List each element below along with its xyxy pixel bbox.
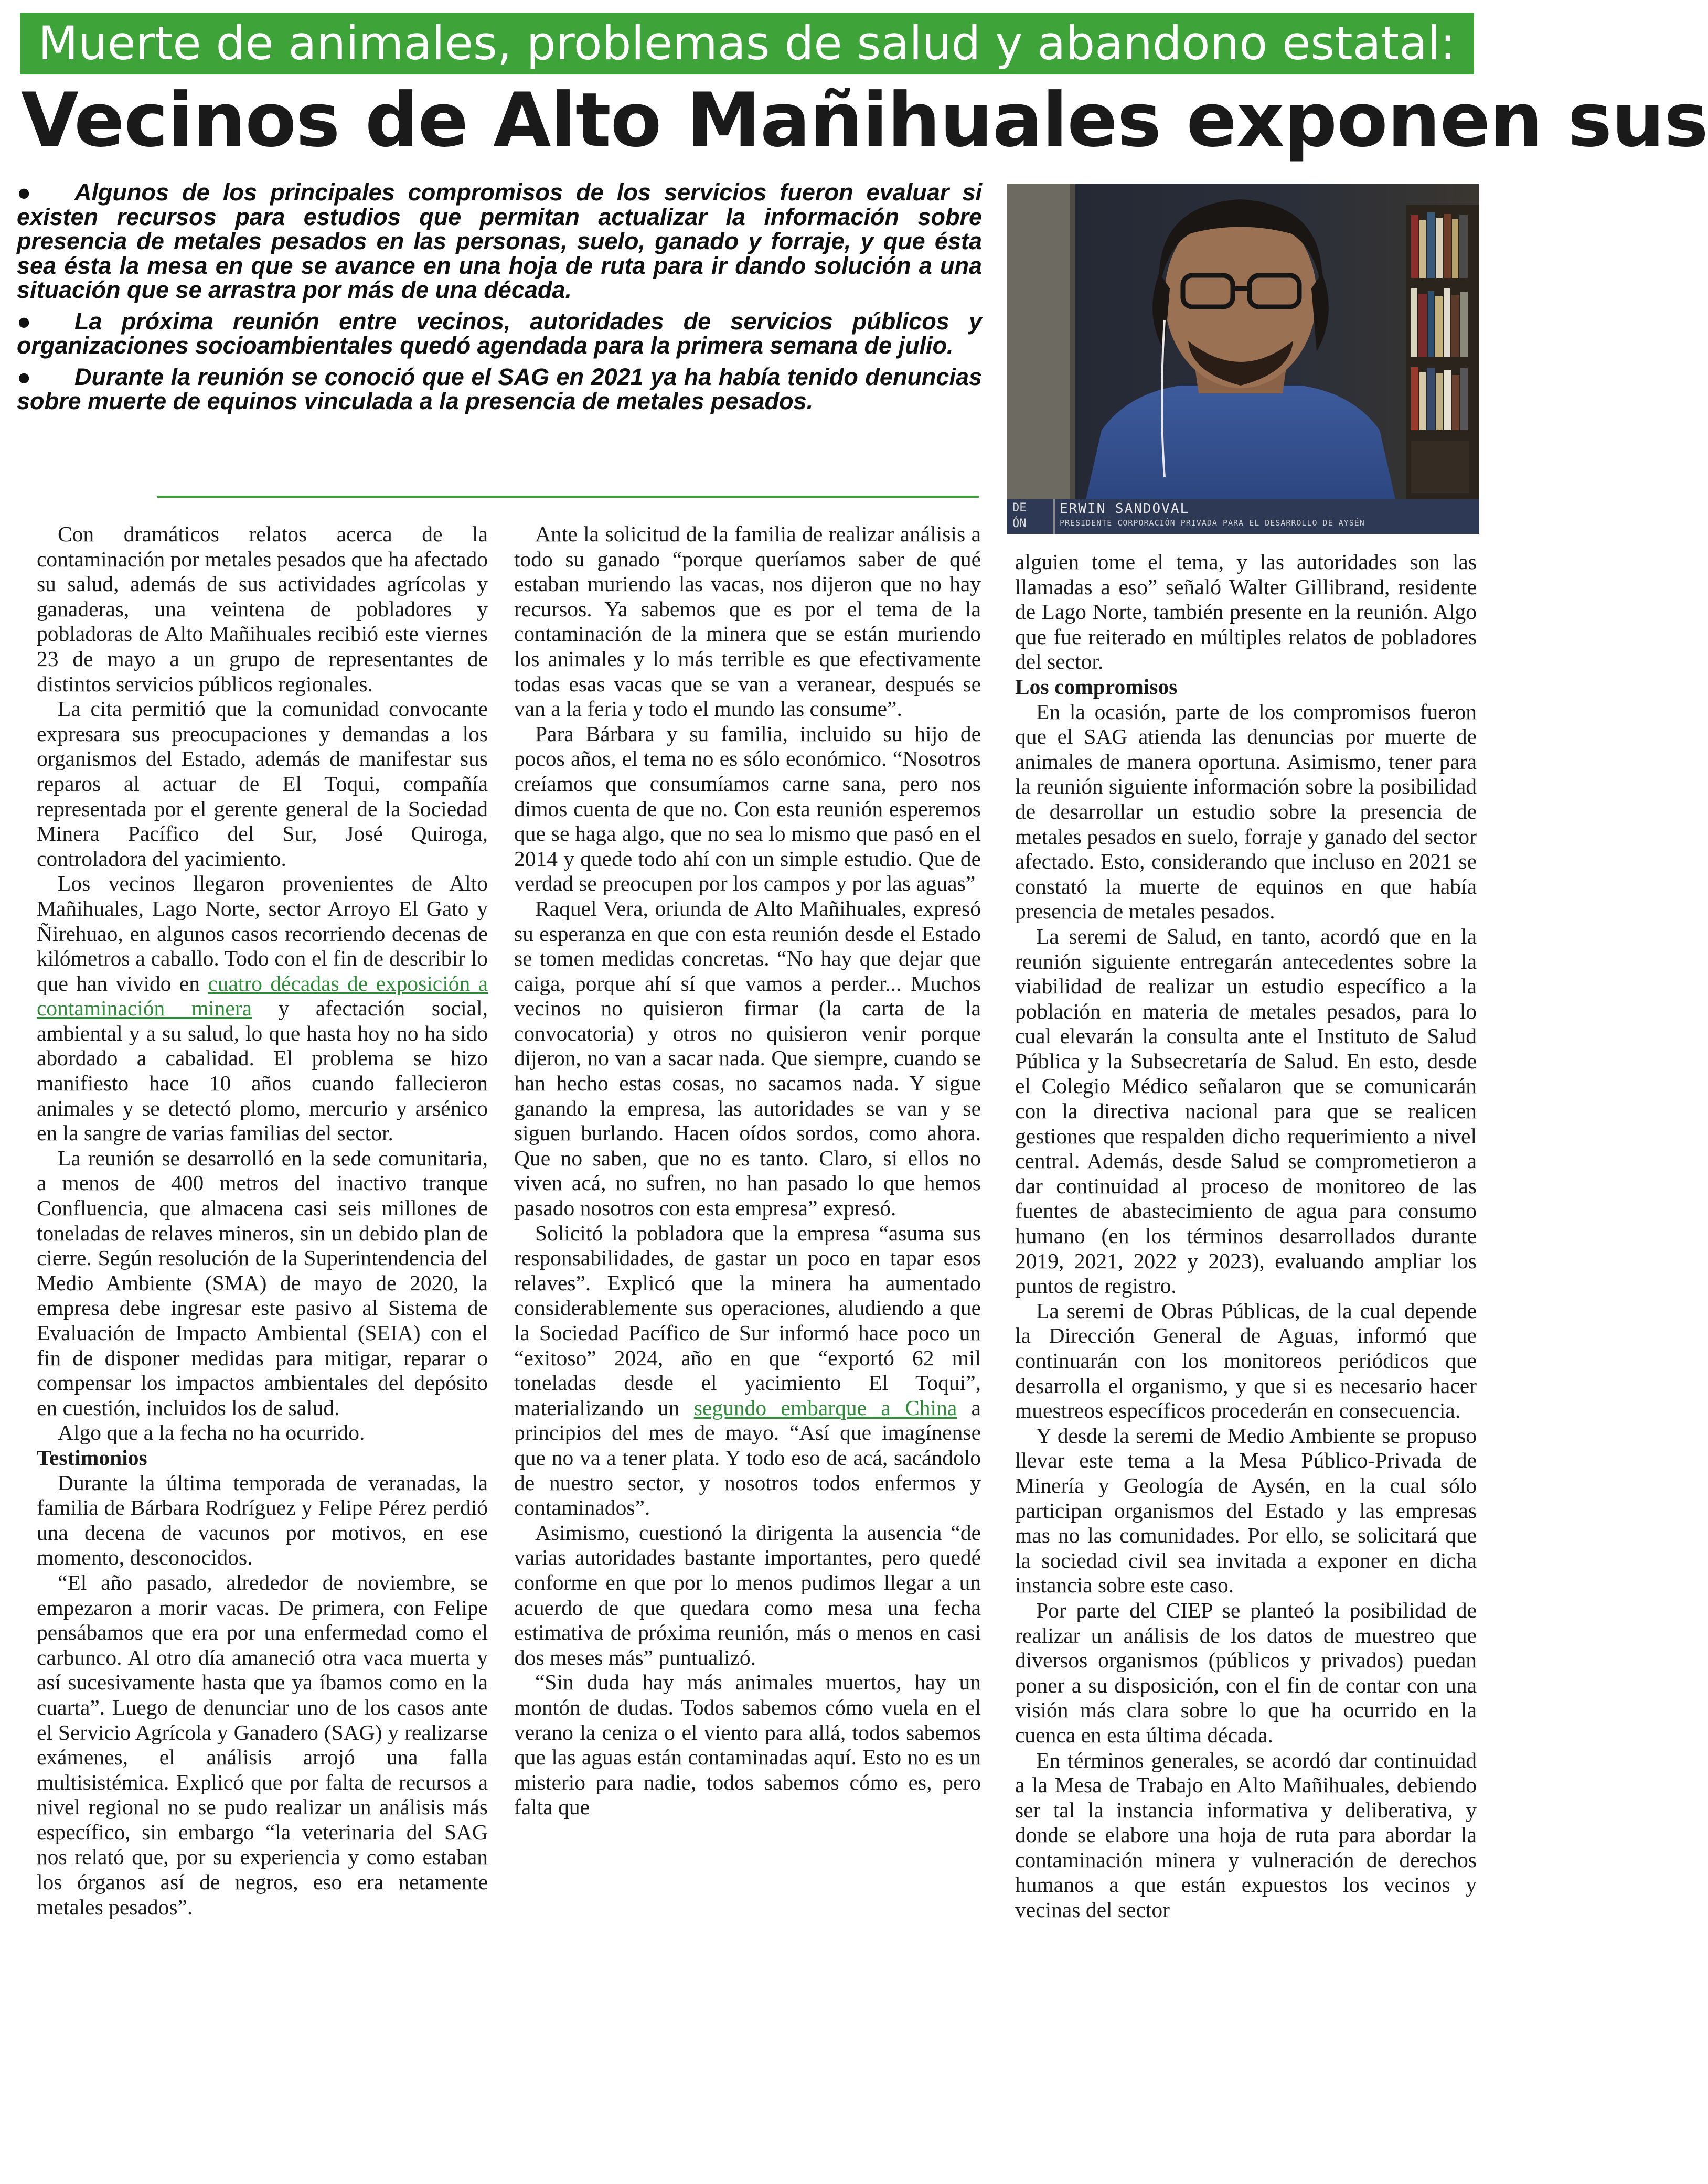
body-column-1 [37, 522, 488, 1920]
lead-bullets [17, 180, 982, 421]
kicker-text: Muerte de animales, problemas de salud y abandono estatal: [38, 16, 1456, 70]
bullet-dot-icon: ● [17, 307, 31, 335]
paragraph: Durante la última temporada de veranadas, la familia de Bárbara Rodríguez y Felipe Pérez perdió una decena de vacunos por motivos, en ese momento, desconocidos. [37, 1470, 488, 1570]
headline: Vecinos de Alto Mañihuales exponen sus [21, 77, 1708, 164]
paragraph: Asimismo, cuestionó la dirigenta la ausencia “de varias autoridades bastante importantes, pero quedé conforme en que por lo menos pudimos llegar a un acuerdo de que quedara como mesa una fecha estimativa de próxima reunión, más o menos en casi dos meses más” puntualizó. [514, 1520, 981, 1669]
bullet-dot-icon: ● [17, 179, 31, 206]
paragraph: La seremi de Obras Públicas, de la cual depende la Dirección General de Aguas, informó que continuarán con los monitoreos periódicos que desarrolla el organismo, y que si es necesario hacer muestreos específicos procederán en consecuencia. [1015, 1298, 1477, 1423]
paragraph: Raquel Vera, oriunda de Alto Mañihuales, expresó su esperanza en que con esta reunión desde el Estado se tomen medidas concretas. “No hay que dejar que caiga, porque ahí sí que vamos a perder... Muchos vecinos no quisieron firmar (la carta de la convocatoria) y otros no quisieron venir porque dijeron, no van a sacar nada. Que siempre, cuando se han hecho estas cosas, no sacamos nada. Y sigue ganando la empresa, las autoridades se van y se siguen burlando. Hacen oídos sordos, como ahora. Que no saben, que no es tanto. Claro, si ellos no viven acá, no sufren, no han pasado lo que hemos pasado nosotros con esta empresa” expresó. [514, 896, 981, 1221]
paragraph [514, 1221, 981, 1521]
section-subhead: Testimonios [37, 1445, 147, 1470]
interview-photo [1007, 184, 1479, 534]
paragraph: Ante la solicitud de la familia de realizar análisis a todo su ganado “porque queríamos saber de qué estaban muriendo las vacas, nos dijeron que no hay recursos. Ya sabemos que es por el tema de la contaminación de la minera que se están muriendo los animales y lo más terrible es que efectivamente todas esas vacas que se van a veranear, después se van a la feria y todo el mundo las consume”. [514, 522, 981, 721]
paragraph-text: Los vecinos llegaron provenientes de Alto Mañihuales, Lago Norte, sector Arroyo El Gato y Ñirehuao, en algunos casos recorriendo decenas de kilómetros a caballo. Todo con el fin de describir lo que han vivido en [37, 871, 488, 995]
paragraph: La seremi de Salud, en tanto, acordó que en la reunión siguiente entregarán antecedentes sobre la viabilidad de realizar un estudio específico a la población en materia de metales pesados, para lo cual elevarán la consulta ante el Instituto de Salud Pública y la Subsecretaría de Salud. En esto, desde el Colegio Médico señalaron que se comunicarán con la directiva nacional para que se realicen gestiones que respalden dicho requerimiento a nivel central. Además, desde Salud se comprometieron a dar continuidad al proceso de monitoreo de las fuentes de abastecimiento de agua para consumo humano (en los términos desarrollados durante 2019, 2021, 2022 y 2023), evaluando ampliar los puntos de registro. [1015, 924, 1477, 1298]
bookshelf [1406, 205, 1479, 499]
body-column-2 [514, 522, 981, 1820]
paragraph [37, 871, 488, 1146]
paragraph-text: Solicitó la pobladora que la empresa “asuma sus responsabilidades, de gastar un poco en tapar esos relaves”. Explicó que la minera ha aumentado considerablemente sus operaciones, aludiendo a que la Sociedad Pacífico de Sur informó hace poco un “exitoso” 2024, año en que “exportó 62 mil toneladas desde el yacimiento El Toqui”, materializando un [514, 1221, 981, 1420]
exposure-link[interactable]: cuatro décadas de exposición a contaminación minera [37, 971, 488, 1021]
bullet-dot-icon: ● [17, 363, 31, 390]
caption-left-fragment: DE ÓN [1012, 501, 1027, 530]
bullet-text: La próxima reunión entre vecinos, autoridades de servicios públicos y organizaciones socioambientales quedó agendada para la primera semana de julio. [17, 307, 982, 359]
paragraph-text: y afectación social, ambiental y a su salud, lo que hasta hoy no ha sido abordado a cabalidad. El problema se hizo manifiesto hace 10 años cuando fallecieron animales y se detectó plomo, mercurio y arsénico en la sangre de varias familias del sector. [37, 996, 488, 1145]
green-divider [157, 496, 979, 498]
photo-illustration [1007, 184, 1479, 534]
paragraph: Algo que a la fecha no ha ocurrido. [58, 1420, 365, 1445]
paragraph-text: a principios del mes de mayo. “Así que imagínense que no va a tener plata. Y todo eso de acá, sacándolo de nuestro sector, y nosotros todos enfermos y contaminados”. [514, 1395, 981, 1520]
bullet-text: Durante la reunión se conoció que el SAG en 2021 ya ha había tenido denuncias sobre muerte de equinos vinculada a la presencia de metales pesados. [17, 363, 982, 414]
paragraph: La reunión se desarrolló en la sede comunitaria, a menos de 400 metros del inactivo tranque Confluencia, que almacena casi seis millones de toneladas de relaves mineros, sin un debido plan de cierre. Según resolución de la Superintendencia del Medio Ambiente (SMA) de mayo de 2020, la empresa debe ingresar este pasivo al Sistema de Evaluación de Impacto Ambiental (SEIA) con el fin de disponer medidas para mitigar, reparar o compensar los impactos ambientales del depósito en cuestión, incluidos los de salud. [37, 1145, 488, 1420]
caption-role: PRESIDENTE CORPORACIÓN PRIVADA PARA EL DESARROLLO DE AYSÉN [1060, 518, 1365, 528]
kicker-banner [20, 13, 1474, 74]
paragraph: En términos generales, se acordó dar continuidad a la Mesa de Trabajo en Alto Mañihuales, debiendo ser tal la instancia informativa y deliberativa, y donde se elabore una hoja de ruta para abordar la contaminación minera y vulneración de derechos humanos a que están expuestos los vecinos y vecinas del sector [1015, 1748, 1477, 1922]
paragraph: “Sin duda hay más animales muertos, hay un montón de dudas. Todos sabemos cómo vuela en el verano la ceniza o el viento para allá, todos sabemos que las aguas están contaminadas aquí. Esto no es un misterio para nadie, todos sabemos cómo es, pero falta que [514, 1670, 981, 1819]
paragraph: En la ocasión, parte de los compromisos fueron que el SAG atienda las denuncias por muerte de animales de manera oportuna. Asimismo, tener para la reunión siguiente información sobre la posibilidad de desarrollar un estudio sobre la presencia de metales pesados en suelo, forraje y ganado del sector afectado. Esto, considerando que incluso en 2021 se constató la muerte de equinos en que había presencia de metales pesados. [1015, 699, 1477, 924]
bullet-item [17, 365, 982, 414]
shipment-link[interactable]: segundo embarque a China [693, 1395, 957, 1420]
bullet-item [17, 180, 982, 303]
paragraph: Para Bárbara y su familia, incluido su hijo de pocos años, el tema no es sólo económico. “Nosotros creíamos que consumíamos carne sana, pero nos dimos cuenta de que no. Con esta reunión esperemos que se haga algo, que no sea lo mismo que pasó en el 2014 y quede todo ahí con un simple estudio. Que de verdad se preocupen por los campos y por las aguas” [514, 721, 981, 896]
paragraph: Por parte del CIEP se planteó la posibilidad de realizar un análisis de los datos de muestreo que diversos organismos (públicos y privados) puedan poner a su disposición, con el fin de contar con una visión más clara sobre lo que ha ocurrido en la cuenca en esta última década. [1015, 1598, 1477, 1747]
paragraph: La cita permitió que la comunidad convocante expresara sus preocupaciones y demandas a los organismos del Estado, además de manifestar sus reparos al actuar de El Toqui, compañía representada por el gerente general de la Sociedad Minera Pacífico del Sur, José Quiroga, controladora del yacimiento. [37, 697, 488, 871]
body-column-3 [1015, 550, 1477, 1923]
bullet-item [17, 309, 982, 358]
paragraph: “El año pasado, alrededor de noviembre, se empezaron a morir vacas. De primera, con Felipe pensábamos que era por una enfermedad como el carbunco. Al otro día amaneció otra vaca muerta y así sucesivamente hasta que ya íbamos como en la cuarta”. Luego de denunciar uno de los casos ante el Servicio Agrícola y Ganadero (SAG) y realizarse exámenes, el análisis arrojó una falla multisistémica. Explicó que por falta de recursos a nivel regional no se pudo realizar un análisis más específico, sin embargo “la veterinaria del SAG nos relató que, por su experiencia y como estaban los órganos así de negros, eso era netamente metales pesados”. [37, 1570, 488, 1919]
caption-name: ERWIN SANDOVAL [1060, 501, 1190, 517]
paragraph: Con dramáticos relatos acerca de la contaminación por metales pesados que ha afectado su salud, además de sus actividades agrícolas y ganaderas, una veintena de pobladores y pobladoras de Alto Mañihuales recibió este viernes 23 de mayo a un grupo de representantes de distintos servicios públicos regionales. [37, 522, 488, 696]
section-subhead: Los compromisos [1015, 674, 1178, 699]
paragraph: Y desde la seremi de Medio Ambiente se propuso llevar este tema a la Mesa Público-Privada de Minería y Geología de Aysén, en la cual sólo participan organismos del Estado y las empresas mas no las comunidades. Por ello, se solicitará que la sociedad civil sea invitada a exponer en dicha instancia sobre este caso. [1015, 1423, 1477, 1598]
bullet-text: Algunos de los principales compromisos de los servicios fueron evaluar si existen recursos para estudios que permitan actualizar la información sobre presencia de metales pesados en las personas, suelo, ganado y forraje, y que ésta sea ésta la mesa en que se avance en una hoja de ruta para ir dando solución a una situación que se arrastra por más de una década. [17, 179, 982, 303]
paragraph: alguien tome el tema, y las autoridades son las llamadas a eso” señaló Walter Gillibrand, residente de Lago Norte, también presente en la reunión. Algo que fue reiterado en múltiples relatos de pobladores del sector. [1015, 550, 1477, 674]
